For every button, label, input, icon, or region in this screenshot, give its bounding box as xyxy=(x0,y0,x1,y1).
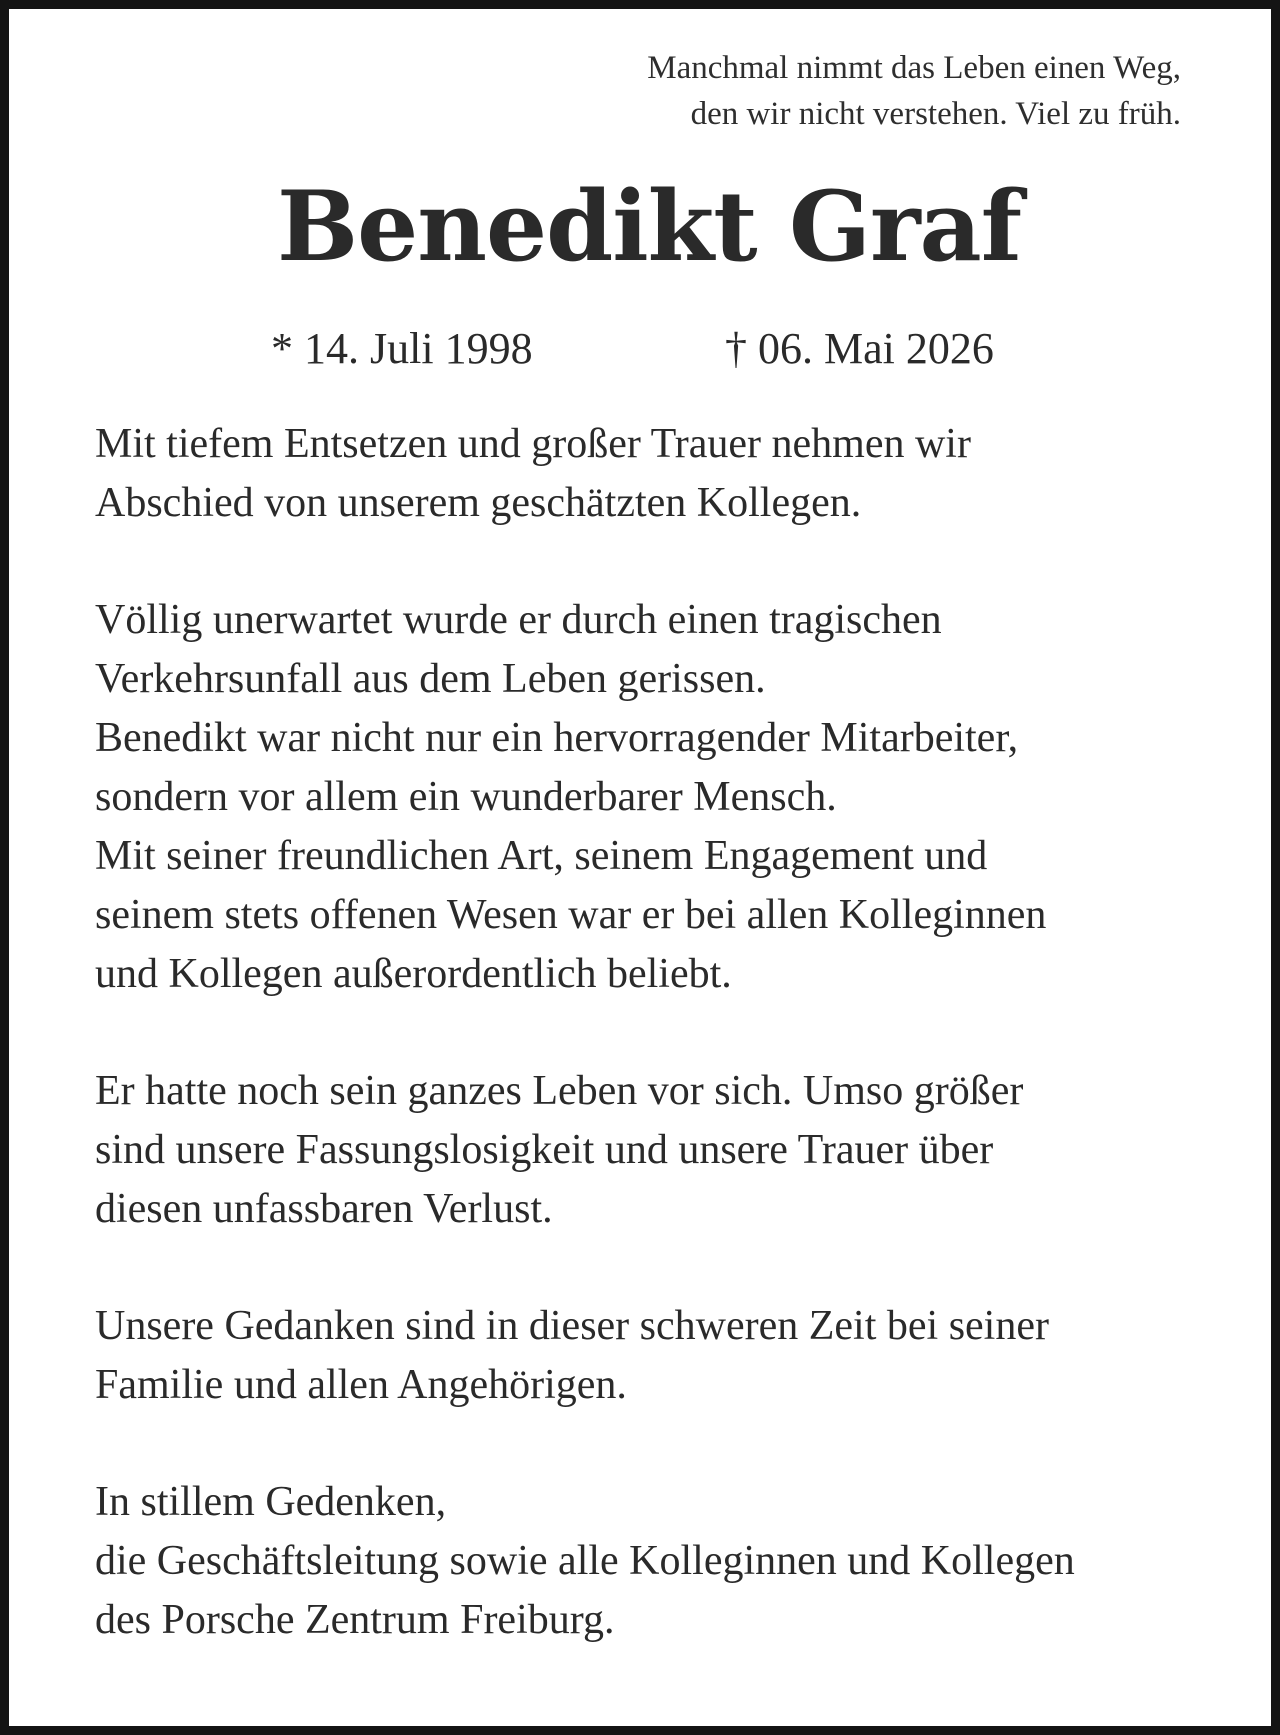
text-line: die Geschäftsleitung sowie alle Kolleginnen und Kollegen xyxy=(95,1538,1075,1584)
life-dates xyxy=(9,321,1280,377)
text-line: In stillem Gedenken, xyxy=(95,1479,447,1525)
text-line: sondern vor allem ein wunderbarer Mensch. xyxy=(95,774,837,820)
paragraph-tribute xyxy=(95,591,1225,1004)
text-line: Abschied von unserem geschätzten Kollegen. xyxy=(95,480,862,526)
text-line: des Porsche Zentrum Freiburg. xyxy=(95,1597,615,1643)
deceased-name: Benedikt Graf xyxy=(276,170,1022,283)
text-line: Mit seiner freundlichen Art, seinem Engagement und xyxy=(95,833,988,879)
text-line: Er hatte noch sein ganzes Leben vor sich. Umso größer xyxy=(95,1068,1024,1114)
paragraph-signature xyxy=(95,1473,1225,1650)
paragraph-condolence xyxy=(95,415,1225,533)
paragraph-thoughts xyxy=(95,1297,1225,1415)
text-line: Völlig unerwartet wurde er durch einen tragischen xyxy=(95,597,942,643)
text-line: Mit tiefem Entsetzen und großer Trauer nehmen wir xyxy=(95,421,971,467)
text-line: sind unsere Fassungslosigkeit und unsere Trauer über xyxy=(95,1127,994,1173)
death-date: † 06. Mai 2026 xyxy=(725,324,994,373)
text-line: seinem stets offenen Wesen war er bei allen Kolleginnen xyxy=(95,892,1047,938)
motto-quote xyxy=(481,45,1181,137)
text-line: und Kollegen außerordentlich beliebt. xyxy=(95,951,732,997)
text-line: Verkehrsunfall aus dem Leben gerissen. xyxy=(95,656,766,702)
motto-line: Manchmal nimmt das Leben einen Weg, xyxy=(647,50,1181,86)
paragraph-loss xyxy=(95,1062,1225,1239)
text-line: Unsere Gedanken sind in dieser schweren Zeit bei seiner xyxy=(95,1303,1049,1349)
obituary-body xyxy=(95,415,1225,1650)
birth-date: * 14. Juli 1998 xyxy=(271,324,533,373)
text-line: diesen unfassbaren Verlust. xyxy=(95,1186,553,1232)
motto-line: den wir nicht verstehen. Viel zu früh. xyxy=(690,96,1181,132)
text-line: Familie und allen Angehörigen. xyxy=(95,1362,627,1408)
text-line: Benedikt war nicht nur ein hervorragender Mitarbeiter, xyxy=(95,715,1019,761)
